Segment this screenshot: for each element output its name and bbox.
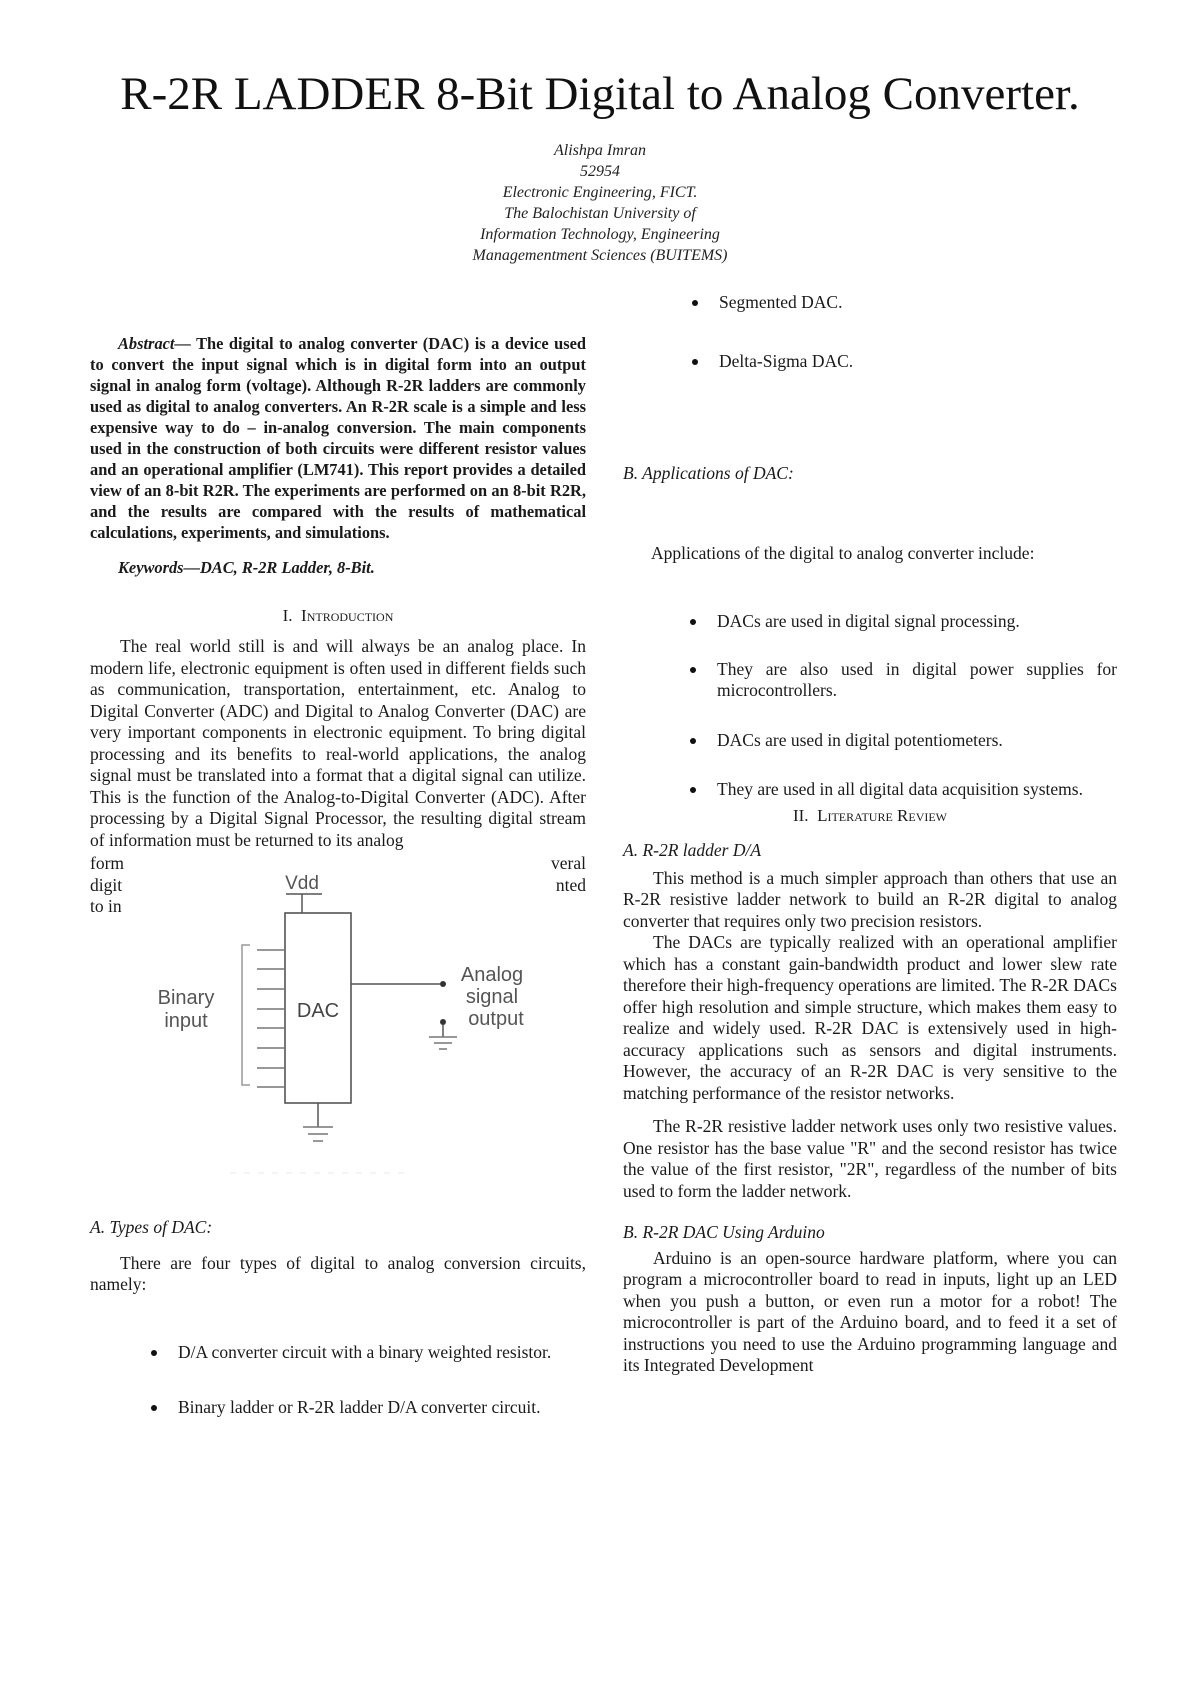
cut-text-left: to in <box>90 896 122 916</box>
analog-output-label-line3: output <box>468 1008 524 1030</box>
binary-input-label-line2: input <box>164 1010 208 1032</box>
analog-output-label-line1: Analog <box>460 964 524 986</box>
list-item: Segmented DAC. <box>687 292 1117 314</box>
list-item: D/A converter circuit with a binary weighted resistor. <box>146 1342 586 1364</box>
dac-diagram-svg <box>90 857 586 1187</box>
author-affiliation-line2: Information Technology, Engineering <box>480 226 720 243</box>
types-intro: There are four types of digital to analog conversion circuits, namely: <box>90 1252 586 1294</box>
output-terminal <box>440 981 446 987</box>
author-affiliation-line1: The Balochistan University of <box>504 205 696 222</box>
subsection-heading-types-of-dac: A. Types of DAC: <box>90 1217 213 1237</box>
section-heading-literature-review <box>623 805 1117 827</box>
list-item: They are used in all digital data acquisition systems. <box>685 779 1117 801</box>
subsection-heading-r2r-ladder: A. R-2R ladder D/A <box>623 840 762 860</box>
subsection-heading-applications: B. Applications of DAC: <box>623 463 794 483</box>
dac-block-label: DAC <box>296 1000 340 1022</box>
right-column <box>623 292 1117 1377</box>
list-item: Binary ladder or R-2R ladder D/A converter circuit. <box>146 1397 586 1419</box>
list-item: They are also used in digital power supplies for microcontrollers. <box>685 659 1117 702</box>
binary-input-label-line1: Binary <box>157 987 215 1009</box>
left-column <box>90 333 586 1419</box>
list-item: DACs are used in digital signal processing. <box>685 611 1117 633</box>
paper-title: R-2R LADDER 8-Bit Digital to Analog Converter. <box>120 68 1080 120</box>
list-item: Delta-Sigma DAC. <box>687 351 1117 373</box>
subsection-heading-r2r-arduino: B. R-2R DAC Using Arduino <box>623 1222 825 1242</box>
analog-output-label-line2: signal <box>465 986 519 1008</box>
vdd-label: Vdd <box>285 873 319 894</box>
cut-text-left: digit <box>90 874 123 895</box>
paragraph: The DACs are typically realized with an operational amplifier which has a constant gain-bandwidth product and lower slew rate therefore their high-frequency operations are limited. The R-2R DACs offer high resolution and simple structure, which makes them easy to realize and widely used. R-2R DAC is extensively used in high-accuracy applications such as sensors and digital instruments. However, the accuracy of an R-2R DAC is very sensitive to the matching performance of the resistor networks. <box>623 932 1117 1103</box>
section-title: Literature Review <box>817 805 948 825</box>
paragraph: Arduino is an open-source hardware platform, where you can program a microcontroller board to read in inputs, light up an LED when you push a button, or even run a motor for a robot! The microcontroller is part of the Arduino board, and to feed it a set of instructions you need to use the Arduino programming language and its Integrated Development <box>623 1247 1117 1375</box>
author-affiliation-line3: Managementment Sciences (BUITEMS) <box>472 247 728 264</box>
author-id: 52954 <box>580 163 620 180</box>
applications-intro: Applications of the digital to analog converter include: <box>651 542 1035 563</box>
section-heading-introduction <box>90 605 586 627</box>
abstract-label: Abstract— <box>118 334 191 353</box>
author-block <box>0 140 1200 266</box>
author-name: Alishpa Imran <box>554 142 646 159</box>
types-list <box>146 1342 586 1419</box>
abstract-text: The digital to analog converter (DAC) is a device used to convert the input signal which is in digital form into an output signal in analog form (voltage). Although R-2R ladders are commonly used as digital to analog converters. An R-2R scale is a simple and less expensive way to do – in-analog conversion. The main components used in the construction of both circuits were different resistor values and an operational amplifier (LM741). This report provides a detailed view of an 8-bit R2R. The experiments are performed on an 8-bit R2R, and the results are compared with the results of mathematical calculations, experiments, and simulations. <box>90 334 586 542</box>
cut-text-left: form <box>90 853 125 873</box>
abstract <box>90 333 586 543</box>
dac-block-diagram-figure <box>90 853 586 1187</box>
section-number: II. <box>792 805 809 825</box>
paragraph: This method is a much simpler approach than others that use an R-2R resistive ladder network to build an R-2R digital to analog converter that requires only two precision resistors. <box>623 867 1117 931</box>
author-department: Electronic Engineering, FICT. <box>502 184 698 201</box>
cut-text-right: veral <box>551 853 586 873</box>
applications-list <box>685 611 1117 801</box>
paragraph: The R-2R resistive ladder network uses only two resistive values. One resistor has the base value "R" and the second resistor has twice the value of the first resistor, "2R", regardless of the number of bits used to form the ladder network. <box>623 1116 1117 1201</box>
cut-text-right: nted <box>555 874 586 895</box>
list-item: DACs are used in digital potentiometers. <box>685 730 1117 752</box>
introduction-paragraph: The real world still is and will always be an analog place. In modern life, electronic equipment is often used in different fields such as communication, transportation, entertainment, etc. Analog to Digital Converter (ADC) and Digital to Analog Converter (DAC) are very important components in electronic equipment. To bring digital processing and its benefits to real-world applications, the analog signal must be translated into a format that a digital signal can utilize. This is the function of the Analog-to-Digital Converter (ADC). After processing by a Digital Signal Processor, the resulting digital stream of information must be returned to its analog <box>90 636 586 850</box>
section-number: I. <box>282 605 293 625</box>
types-list-continued <box>687 292 1117 372</box>
keywords: Keywords—DAC, R-2R Ladder, 8-Bit. <box>118 558 375 577</box>
section-title: Introduction <box>301 605 394 625</box>
